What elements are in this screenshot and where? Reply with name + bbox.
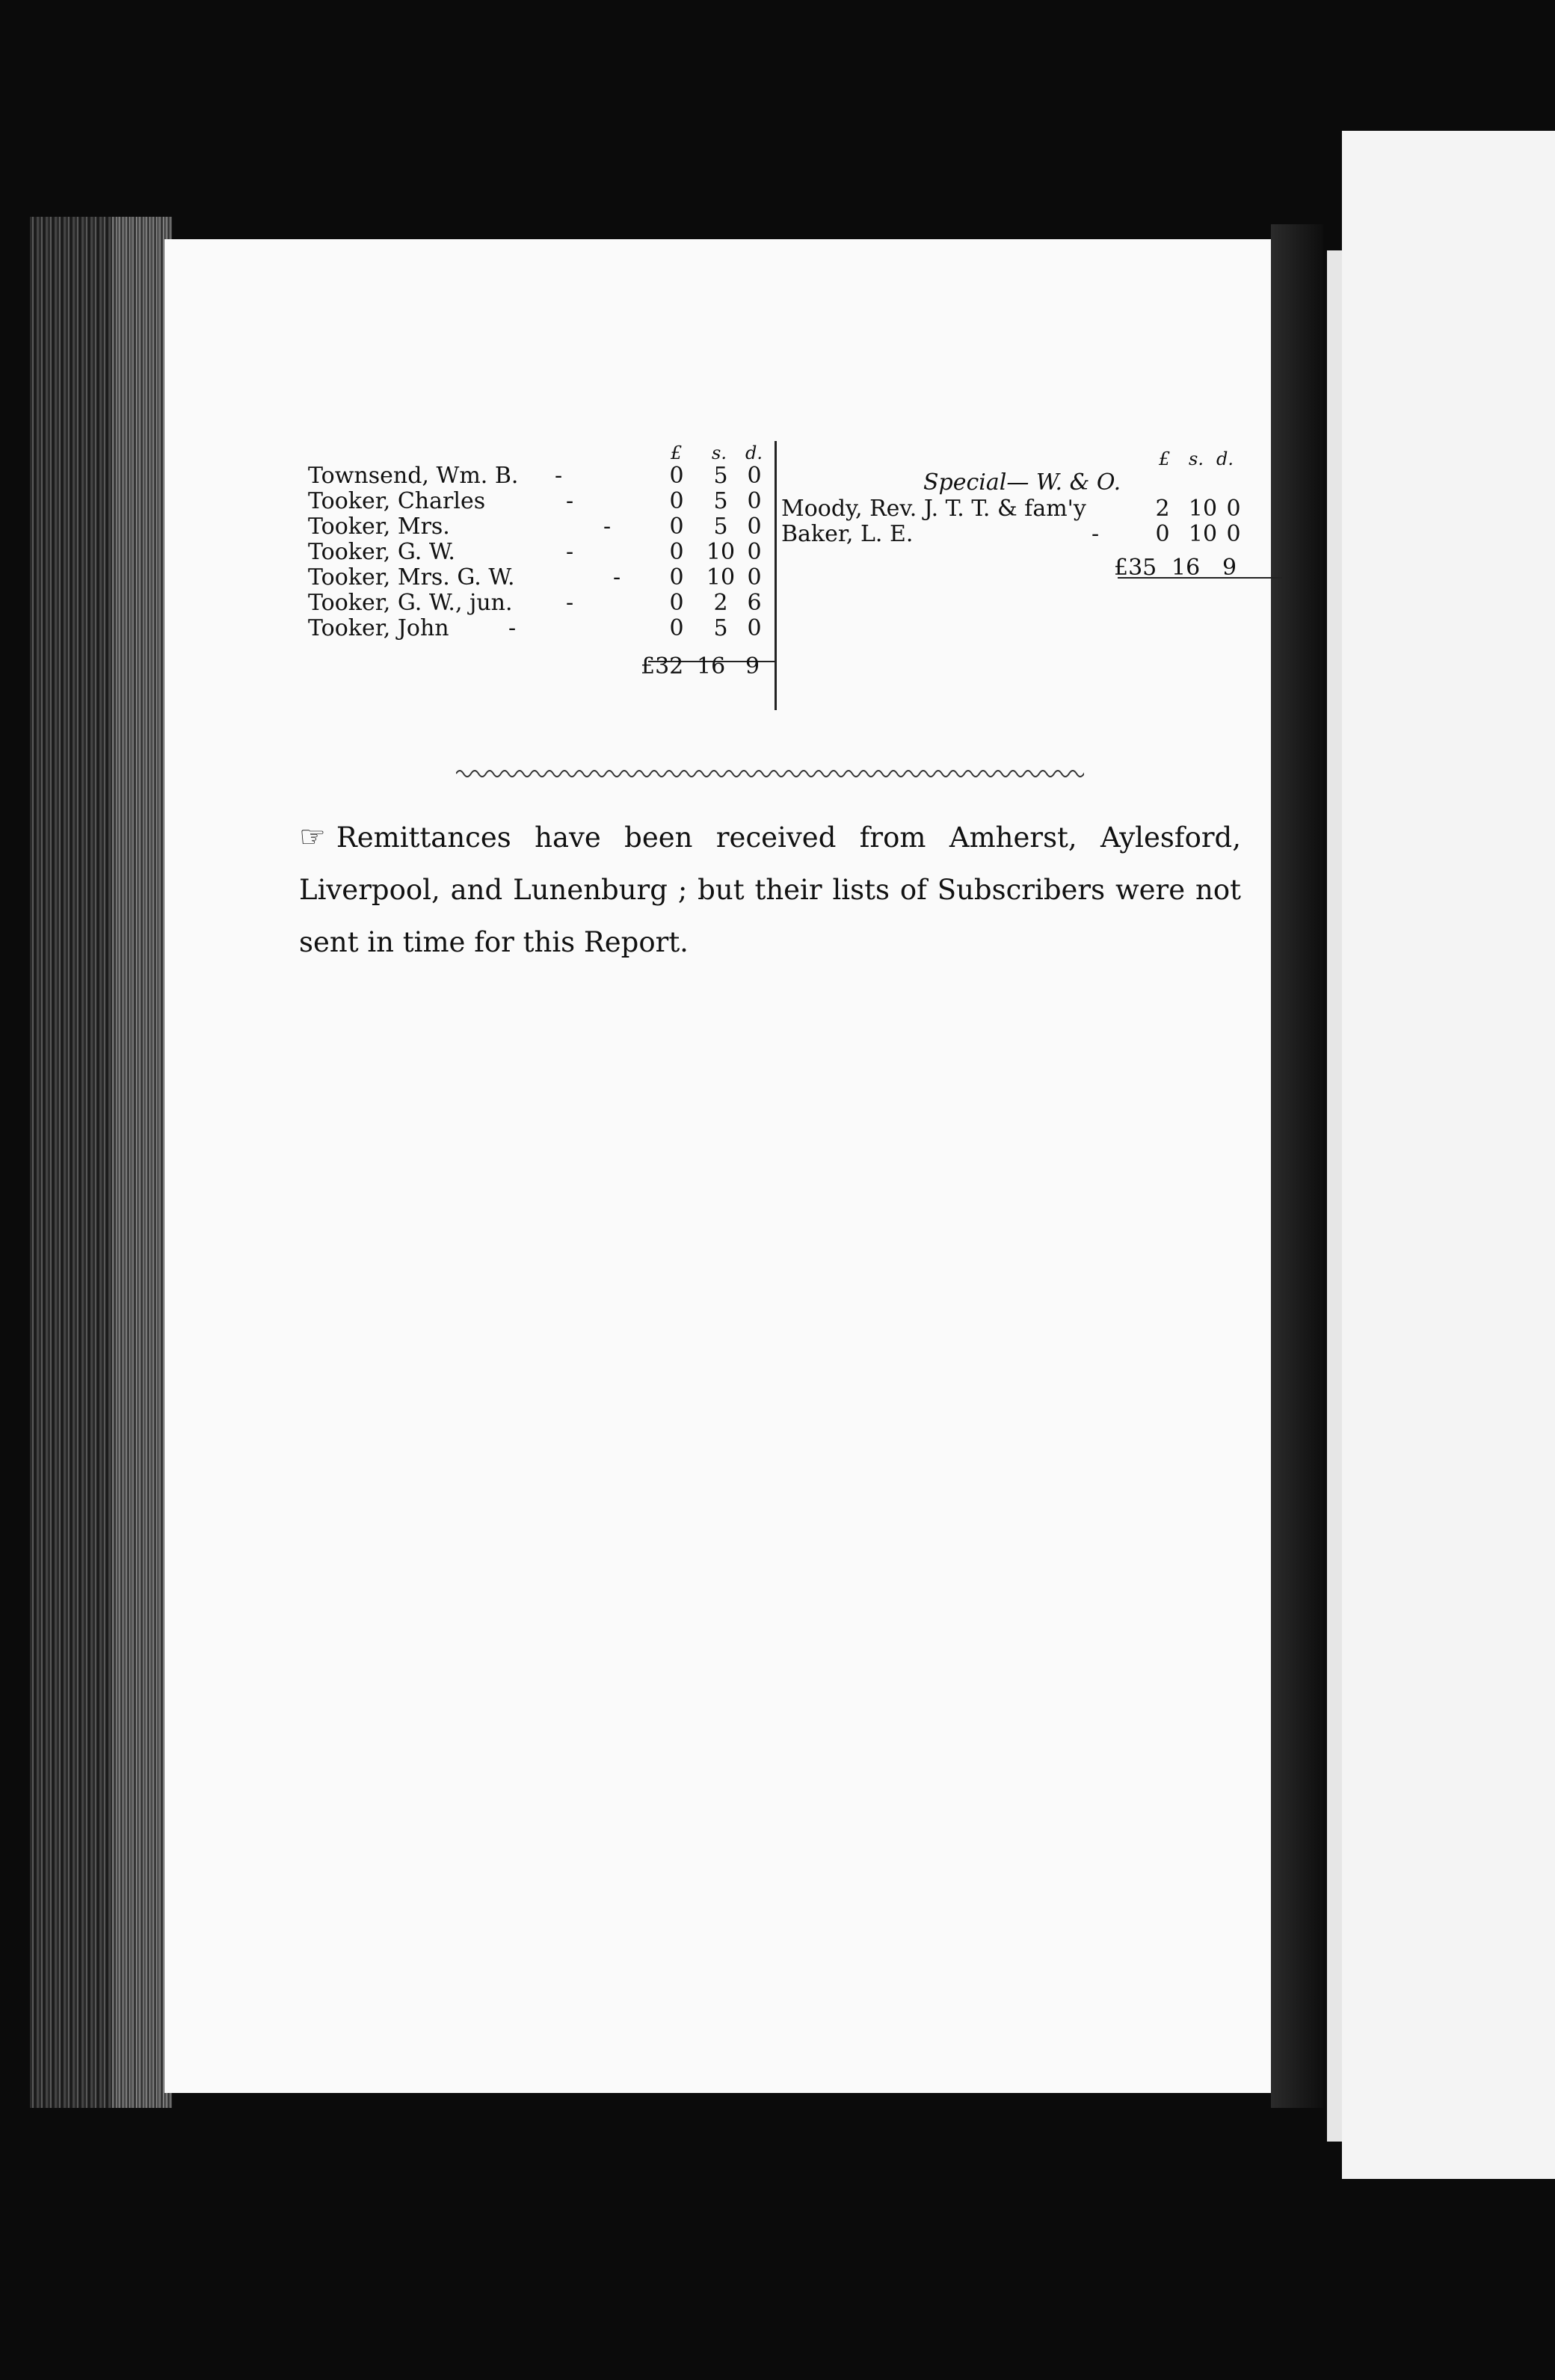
subscriber-name: Townsend, Wm. B.: [308, 463, 519, 489]
total-pounds: £35: [1114, 555, 1157, 581]
dash: -: [1091, 521, 1100, 547]
amount-shillings: 10: [706, 564, 736, 591]
amount-pence: 0: [747, 463, 762, 489]
right-sheet-edge: [1327, 250, 1343, 2142]
note-text: Remittances have been received from Amherst, Aylesford, Liverpool, and Lunenburg ; but their lists of Subscribers were not sent in time for this Report.: [299, 821, 1241, 958]
pence-header: d.: [1216, 448, 1234, 469]
subscriber-name: Tooker, Mrs. G. W.: [308, 564, 515, 591]
subscriber-name: Tooker, Charles: [308, 488, 486, 514]
amount-pence: 0: [747, 514, 762, 540]
right-subscriber-list: [781, 448, 1252, 583]
total-pence: 9: [745, 653, 760, 679]
dash: -: [555, 463, 563, 489]
amount-pounds: 0: [1155, 521, 1170, 547]
amount-pence: 0: [1226, 496, 1241, 522]
list-item: [308, 591, 786, 616]
subscriber-name: Baker, L. E.: [781, 521, 914, 547]
dash: -: [566, 590, 574, 616]
left-subscriber-list: [308, 443, 786, 682]
dash: -: [603, 514, 612, 540]
list-item: [781, 522, 1252, 547]
amount-pounds: 2: [1155, 496, 1170, 522]
amount-pounds: 0: [669, 514, 684, 540]
amount-shillings: 5: [713, 463, 728, 489]
list-item: [308, 616, 786, 641]
amount-pounds: 0: [669, 539, 684, 565]
list-item: [781, 496, 1252, 522]
total-shillings: 16: [697, 653, 726, 679]
pence-header: d.: [745, 443, 763, 463]
total-row: [308, 652, 786, 682]
special-heading-text: Special— W. & O.: [923, 469, 1121, 496]
subscriber-name: Moody, Rev. J. T. T. & fam'y: [781, 496, 1086, 522]
total-shillings: 16: [1171, 555, 1201, 581]
amount-pence: 6: [747, 590, 762, 616]
amount-pounds: 0: [669, 463, 684, 489]
amount-pounds: 0: [669, 564, 684, 591]
list-item: [308, 489, 786, 514]
amount-shillings: 5: [713, 488, 728, 514]
amount-pence: 0: [747, 488, 762, 514]
list-item: [308, 463, 786, 489]
currency-header: [781, 448, 1252, 469]
amount-shillings: 10: [706, 539, 736, 565]
list-item: [308, 540, 786, 565]
shilling-header: s.: [712, 443, 727, 463]
amount-shillings: 2: [713, 590, 728, 616]
amount-pence: 0: [747, 564, 762, 591]
pound-header: £: [671, 443, 683, 463]
subscriber-name: Tooker, G. W., jun.: [308, 590, 513, 616]
total-row: [781, 553, 1252, 583]
page-edges: [112, 217, 172, 2108]
amount-pence: 0: [747, 615, 762, 641]
amount-pounds: 0: [669, 615, 684, 641]
subscriber-name: Tooker, Mrs.: [308, 514, 450, 540]
dash: -: [508, 615, 517, 641]
special-heading: [781, 469, 1252, 496]
amount-pence: 0: [747, 539, 762, 565]
dash: -: [566, 539, 574, 565]
amount-shillings: 5: [713, 514, 728, 540]
list-item: [308, 565, 786, 591]
column-divider: [775, 441, 777, 710]
dash: -: [613, 564, 621, 591]
remittance-note: [299, 811, 1241, 969]
amount-shillings: 5: [713, 615, 728, 641]
gutter-shadow: [1271, 224, 1323, 2108]
amount-shillings: 10: [1188, 521, 1218, 547]
dash: -: [566, 488, 574, 514]
amount-pence: 0: [1226, 521, 1241, 547]
pointing-hand-icon: ☞: [299, 820, 326, 854]
currency-header: [308, 443, 786, 463]
amount-pounds: 0: [669, 590, 684, 616]
amount-pounds: 0: [669, 488, 684, 514]
subscriber-name: Tooker, G. W.: [308, 539, 455, 565]
total-pence: 9: [1222, 555, 1237, 581]
total-pounds: £32: [641, 653, 684, 679]
wavy-divider: [456, 762, 1084, 785]
subscriber-name: Tooker, John: [308, 615, 449, 641]
amount-shillings: 10: [1188, 496, 1218, 522]
pound-header: £: [1159, 448, 1171, 469]
list-item: [308, 514, 786, 540]
shilling-header: s.: [1189, 448, 1204, 469]
right-sheet: [1342, 131, 1555, 2179]
